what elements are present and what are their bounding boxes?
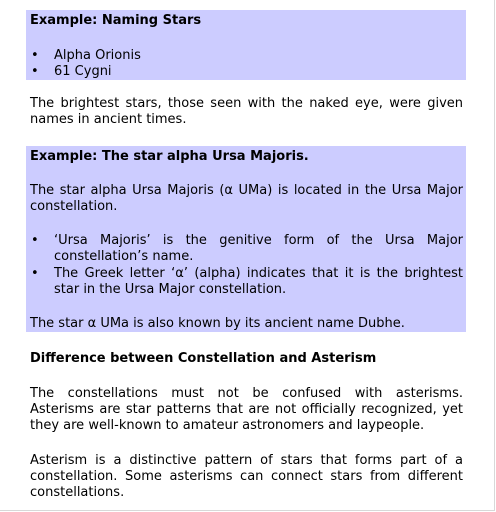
section-heading: Difference between Constellation and Asterism	[30, 351, 377, 366]
example1-heading: Example: Naming Stars	[30, 13, 202, 28]
section-paragraph-1: The constellations must not be confused with asterisms. Asterisms are star patterns that are not officially recognized, yet they are well-known to amateur astronomers and laypeople.	[30, 386, 463, 433]
example1-item-1: Alpha Orionis	[54, 48, 141, 63]
example2-item-2: The Greek letter ‘α’ (alpha) indicates that it is the brightest star in the Ursa Major constellation.	[54, 266, 463, 297]
bullet-icon: •	[31, 266, 39, 281]
bullet-icon: •	[31, 64, 39, 79]
example2-closing: The star α UMa is also known by its ancient name Dubhe.	[30, 316, 405, 331]
bullet-icon: •	[31, 233, 39, 248]
example2-heading: Example: The star alpha Ursa Majoris.	[30, 149, 309, 164]
example1-item-2: 61 Cygni	[54, 64, 112, 79]
section-paragraph-2: Asterism is a distinctive pattern of stars that forms part of a constellation. Some asterisms can connect stars from different constellations.	[30, 453, 463, 500]
paragraph-brightest-stars: The brightest stars, those seen with the naked eye, were given names in ancient times.	[30, 96, 463, 127]
bullet-icon: •	[31, 48, 39, 63]
example2-intro: The star alpha Ursa Majoris (α UMa) is located in the Ursa Major constellation.	[30, 183, 463, 214]
example2-item-1: ‘Ursa Majoris’ is the genitive form of the Ursa Major constellation’s name.	[54, 233, 463, 264]
